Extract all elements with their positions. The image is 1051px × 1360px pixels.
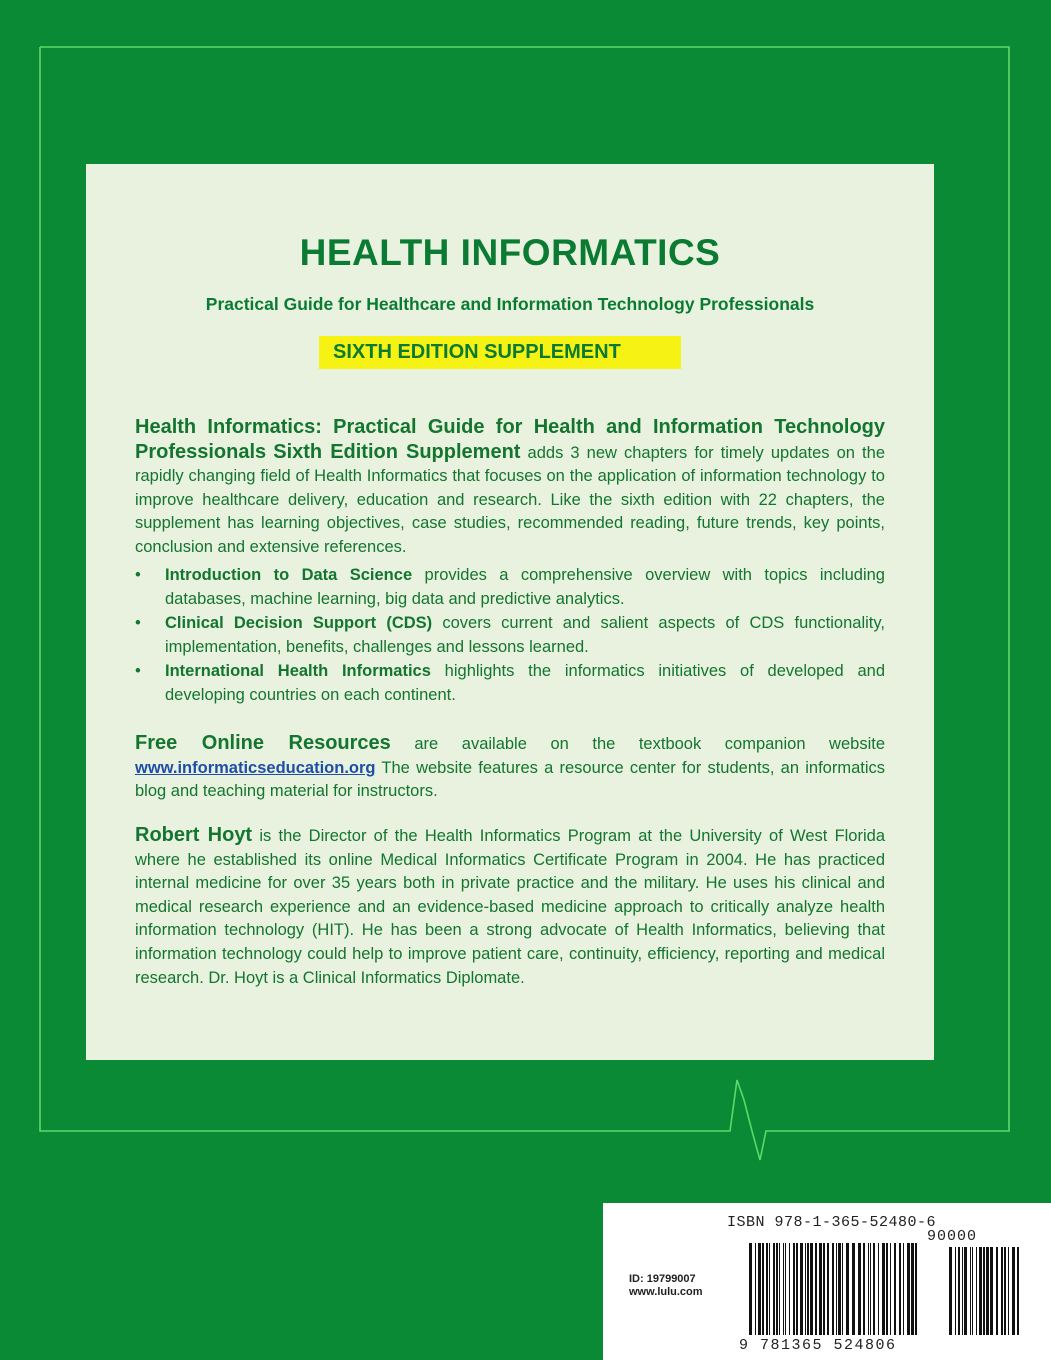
barcode-bar — [769, 1243, 770, 1335]
chapter-description: covers current and salient aspects of CDS functionality, implementation, benefits, challenges and lessons learned. — [165, 614, 885, 656]
resources-lead: Free Online Resources — [135, 732, 391, 754]
barcode-bar — [1001, 1247, 1003, 1335]
publisher-url: www.lulu.com — [629, 1286, 703, 1298]
chapter-title: International Health Informatics — [165, 662, 431, 681]
barcode-block — [603, 1203, 1051, 1360]
barcode-bar — [810, 1243, 813, 1335]
barcode-bar — [899, 1243, 901, 1335]
list-item — [135, 612, 885, 659]
barcode-bar — [886, 1243, 888, 1335]
barcode-bar — [773, 1243, 775, 1335]
barcode-bar — [766, 1243, 768, 1335]
barcode-bar — [949, 1247, 952, 1335]
price-code: 90000 — [927, 1228, 978, 1245]
resources-text-after: The website features a resource center for students, an informatics blog and teaching material for instructors. — [135, 758, 885, 801]
barcode-bar — [758, 1243, 761, 1335]
barcode-bar — [807, 1243, 809, 1335]
barcode-bar — [832, 1243, 834, 1335]
barcode-bar — [779, 1243, 780, 1335]
barcode-bar — [815, 1243, 817, 1335]
barcode-bar — [838, 1243, 841, 1335]
barcode-bar — [894, 1243, 896, 1335]
barcode-bar — [858, 1243, 861, 1335]
intro-paragraph — [135, 416, 885, 560]
list-item — [135, 564, 885, 611]
barcode-bar — [796, 1243, 798, 1335]
resources-paragraph — [135, 732, 885, 804]
barcode-bar — [907, 1243, 910, 1335]
barcode-bar — [762, 1243, 764, 1335]
barcode-bar — [868, 1243, 869, 1335]
barcode-bar — [976, 1247, 977, 1335]
intro-lead-line: Health Informatics: Practical Guide for Health and Information Technology Professionals — [135, 416, 885, 463]
companion-website-link[interactable]: www.informaticseducation.org — [135, 758, 376, 777]
barcode-bar — [846, 1243, 849, 1335]
resources-text: are available on the textbook companion website — [390, 735, 885, 753]
barcode-bar — [749, 1243, 752, 1335]
chapter-description: provides a comprehensive overview with topics including databases, machine learning, big data and predictive analytics. — [165, 566, 885, 608]
bullet-icon: • — [135, 566, 141, 584]
barcode-bar — [863, 1243, 865, 1335]
barcode-bar — [1012, 1247, 1015, 1335]
barcode-bar — [1017, 1247, 1019, 1335]
barcode-bar — [979, 1247, 982, 1335]
barcode-bar — [800, 1243, 803, 1335]
barcode-bar — [962, 1247, 963, 1335]
barcode-bar — [878, 1243, 879, 1335]
barcode-bar — [783, 1243, 784, 1335]
bullet-icon: • — [135, 614, 141, 633]
barcode-bar — [890, 1243, 891, 1335]
chapter-title: Introduction to Data Science — [165, 566, 413, 584]
barcode-bar — [882, 1243, 885, 1335]
barcode-bar — [964, 1247, 967, 1335]
barcode-bar — [789, 1243, 790, 1335]
barcode-bar — [970, 1247, 971, 1335]
barcode-bar — [911, 1243, 914, 1335]
barcode-bar — [986, 1247, 989, 1335]
lulu-id: ID: 19799007 — [629, 1273, 696, 1285]
intro-lead-bold: Sixth Edition Supplement — [273, 440, 521, 463]
barcode-bar — [958, 1247, 960, 1335]
barcode-bar — [873, 1243, 875, 1335]
barcode-bar — [793, 1243, 795, 1335]
ean-digits: 9 781365 524806 — [739, 1337, 897, 1354]
barcode-bar — [819, 1243, 822, 1335]
barcode-bar — [955, 1247, 956, 1335]
barcode-bar — [827, 1243, 829, 1335]
barcode-bar — [842, 1243, 843, 1335]
text-panel — [86, 164, 934, 1060]
ean-barcode — [749, 1243, 919, 1335]
barcode-bar — [776, 1243, 778, 1335]
barcode-bar — [785, 1243, 786, 1335]
barcode-bar — [990, 1247, 993, 1335]
barcode-bar — [870, 1243, 871, 1335]
author-bio: is the Director of the Health Informatics Program at the University of West Florida where he established its online Medical Informatics Certificate Program in 2004. He has practiced internal medicine for over 35 years both in private practice and the military. He uses his clinical and medical research experience and an evidence-based medicine approach to critically analyze health information technology (HIT). He has been a strong advocate of Health Informatics, believing that information technology could help to improve patient care, continuity, efficiency, reporting and medical research. Dr. Hoyt is a Clinical Informatics Diplomate. — [135, 827, 886, 987]
book-title: HEALTH INFORMATICS — [299, 232, 721, 273]
chapter-description: highlights the informatics initiatives of developed and developing countries on each continent. — [165, 662, 885, 704]
barcode-bar — [903, 1243, 904, 1335]
isbn-label: ISBN 978-1-365-52480-6 — [727, 1214, 937, 1231]
edition-label: SIXTH EDITION SUPPLEMENT — [319, 336, 681, 369]
barcode-bar — [972, 1247, 973, 1335]
list-item — [135, 660, 885, 707]
bullet-icon: • — [135, 662, 141, 681]
chapter-title: Clinical Decision Support (CDS) — [165, 614, 433, 633]
barcode-bar — [836, 1243, 837, 1335]
chapter-list — [135, 564, 885, 709]
barcode-bar — [1004, 1247, 1006, 1335]
book-subtitle: Practical Guide for Healthcare and Information Technology Professionals — [205, 294, 815, 314]
barcode-bar — [996, 1247, 998, 1335]
barcode-bar — [805, 1243, 806, 1335]
price-barcode — [949, 1247, 1021, 1335]
barcode-bar — [915, 1243, 917, 1335]
intro-body: adds 3 new chapters for timely updates on the rapidly changing field of Health Informatics that focuses on the application of information technology to improve healthcare delivery, education and research. Like the sixth edition with 22 chapters, the supplement has learning objectives, case studies, recommended reading, future trends, key points, conclusion and extensive references. — [135, 443, 885, 556]
barcode-bar — [852, 1243, 855, 1335]
barcode-bar — [1008, 1247, 1009, 1335]
barcode-bar — [755, 1243, 756, 1335]
barcode-bar — [983, 1247, 985, 1335]
barcode-bar — [823, 1243, 825, 1335]
author-name: Robert Hoyt — [135, 824, 253, 846]
author-bio-paragraph — [135, 824, 885, 990]
